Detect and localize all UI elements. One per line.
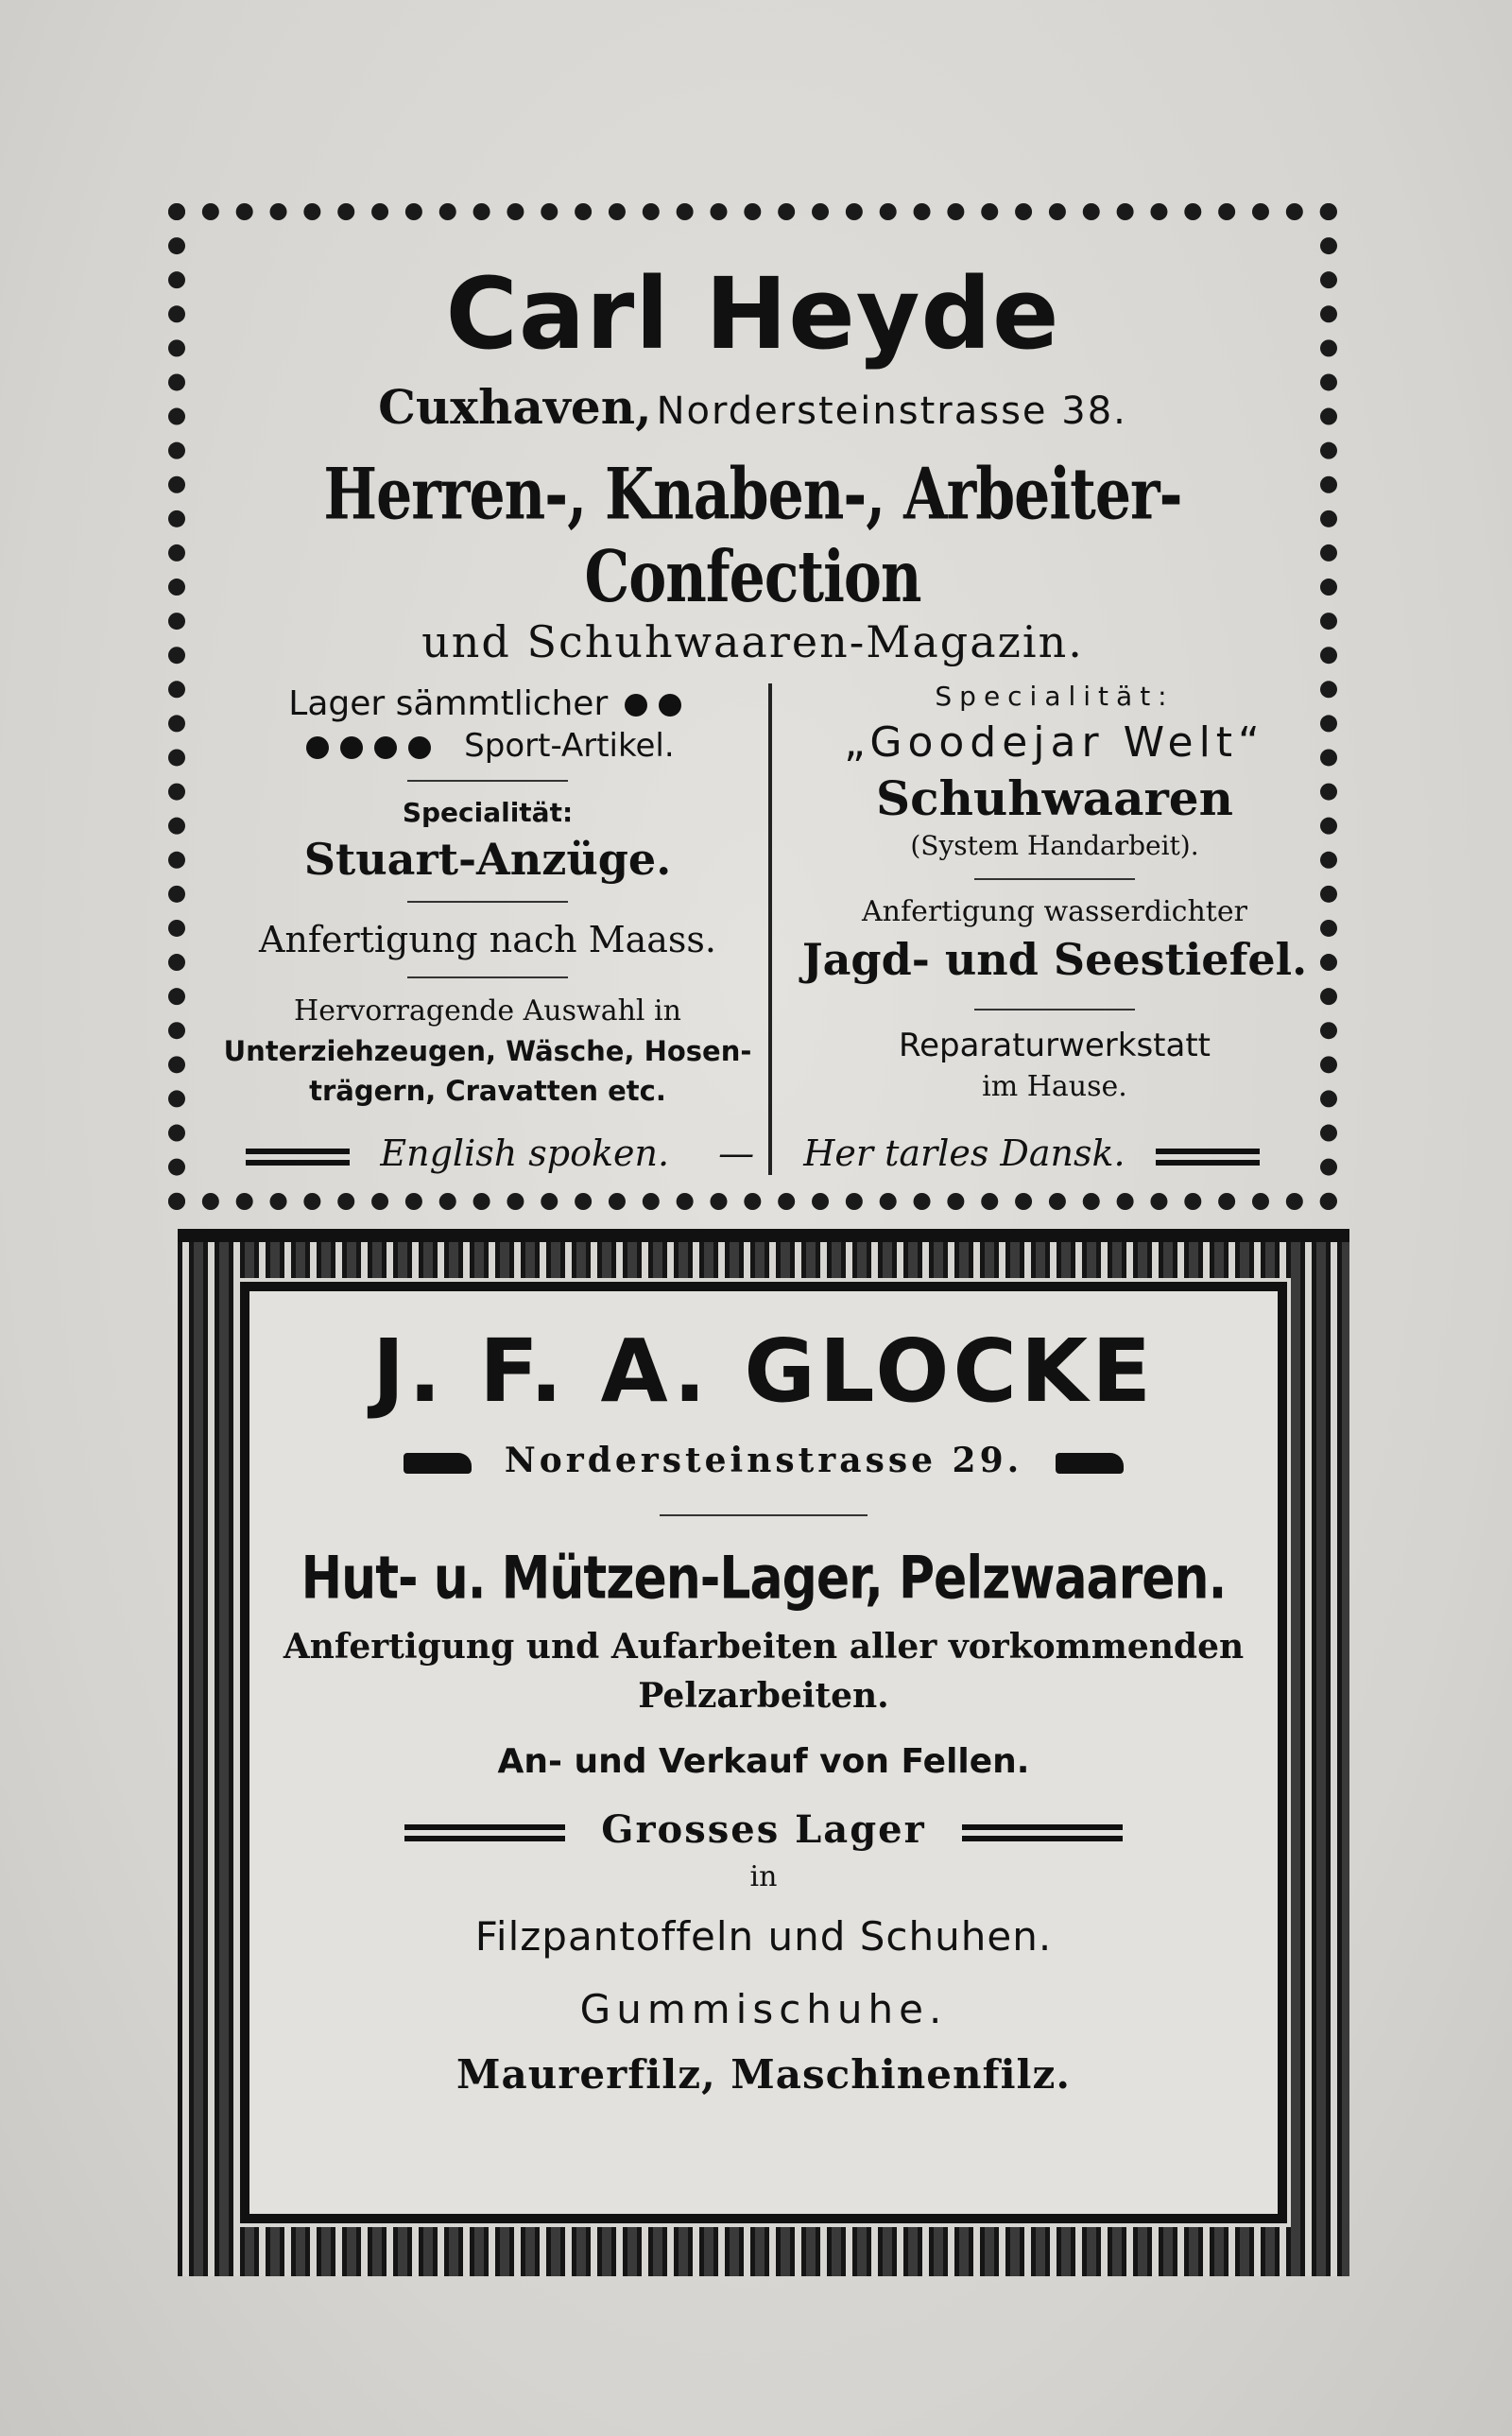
frame-top-border xyxy=(178,1229,1349,1242)
glocke-anfertigung xyxy=(249,1622,1278,1720)
bullet-icon xyxy=(625,694,647,717)
glocke-anf-line2: Pelzarbeiten. xyxy=(638,1676,889,1716)
divider-rule xyxy=(407,901,568,903)
bullet-icon xyxy=(408,736,431,759)
heyde-firm-name: Carl Heyde xyxy=(445,256,1060,371)
heyde-columns xyxy=(223,678,1308,1188)
double-rule-icon xyxy=(404,1824,565,1841)
heyde-street: Nordersteinstrasse 38. xyxy=(656,389,1127,433)
heyde-spec-value: Stuart-Anzüge. xyxy=(303,834,672,885)
double-rule-icon xyxy=(246,1149,350,1166)
glocke-grosses-lager xyxy=(249,1805,1278,1855)
pointing-hand-icon xyxy=(1056,1453,1124,1474)
heyde-schuhwaaren: Schuhwaaren xyxy=(876,770,1233,826)
heyde-address xyxy=(223,381,1282,445)
heyde-lager-line1 xyxy=(223,683,752,725)
heyde-goodejar: „Goodejar Welt“ xyxy=(844,718,1265,767)
bullet-icon xyxy=(374,736,397,759)
heyde-auswahl-line2: Unterziehzeugen, Wäsche, Hosen- xyxy=(223,1035,752,1067)
glocke-filz: Filzpantoffeln und Schuhen. xyxy=(474,1913,1053,1960)
heyde-lager-line2 xyxy=(223,725,752,767)
glocke-ankauf: An- und Verkauf von Fellen. xyxy=(497,1742,1030,1781)
divider-rule xyxy=(407,780,568,782)
heyde-right-spec-label: Specialität: xyxy=(935,681,1175,712)
heyde-system: (System Handarbeit). xyxy=(910,830,1199,861)
heyde-right-column xyxy=(790,678,1319,1107)
glocke-firm-name: J. F. A. GLOCKE xyxy=(371,1321,1156,1422)
heyde-anfertigung: Anfertigung nach Maass. xyxy=(259,919,716,960)
grosses-lager-text: Grosses Lager xyxy=(601,1807,926,1852)
sport-artikel-text: Sport-Artikel. xyxy=(464,727,675,765)
glocke-address xyxy=(249,1439,1278,1482)
column-divider xyxy=(768,683,772,1175)
heyde-city: Cuxhaven, xyxy=(378,379,652,435)
divider-rule xyxy=(407,976,568,978)
footer-english: English spoken. xyxy=(380,1132,670,1174)
heyde-left-column xyxy=(223,678,752,1111)
glocke-anf-line1: Anfertigung und Aufarbeiten aller vorkommenden xyxy=(283,1627,1245,1667)
double-rule-icon xyxy=(1156,1149,1260,1166)
pointing-hand-icon xyxy=(404,1453,472,1474)
heyde-confection: Herren-, Knaben-, Arbeiter-Confection xyxy=(323,453,1182,619)
ad-carl-heyde xyxy=(168,203,1337,1210)
double-rule-icon xyxy=(962,1824,1123,1841)
heyde-stiefel: Jagd- und Seestiefel. xyxy=(801,934,1308,985)
heyde-hause: im Hause. xyxy=(982,1070,1127,1103)
heyde-auswahl-line3: trägern, Cravatten etc. xyxy=(309,1075,666,1107)
bullet-icon xyxy=(340,736,363,759)
heyde-footer xyxy=(223,1132,1282,1174)
ad-glocke xyxy=(178,1229,1349,2276)
heyde-anf-label: Anfertigung wasserdichter xyxy=(862,895,1247,928)
heyde-magazin: und Schuhwaaren-Magazin. xyxy=(421,616,1084,667)
divider-rule xyxy=(974,878,1135,880)
divider-rule xyxy=(660,1514,868,1516)
glocke-maurer: Maurerfilz, Maschinenfilz. xyxy=(456,2051,1071,2098)
glocke-gummi: Gummischuhe. xyxy=(579,1986,948,2032)
heyde-auswahl-line1: Hervorragende Auswahl in xyxy=(294,994,681,1028)
glocke-street: Nordersteinstrasse 29. xyxy=(504,1441,1023,1480)
glocke-in: in xyxy=(749,1860,778,1893)
bullet-icon xyxy=(306,736,329,759)
footer-danish: Her tarles Dansk. xyxy=(803,1132,1125,1174)
heyde-spec-label: Specialität: xyxy=(402,797,574,828)
glocke-inner-panel xyxy=(240,1282,1287,2223)
divider-rule xyxy=(974,1009,1135,1011)
lager-text: Lager sämmtlicher xyxy=(288,684,609,723)
glocke-hut: Hut- u. Mützen-Lager, Pelzwaaren. xyxy=(301,1545,1227,1613)
footer-dash: — xyxy=(718,1132,755,1174)
heyde-rep: Reparaturwerkstatt xyxy=(898,1027,1211,1064)
bullet-icon xyxy=(659,694,681,717)
